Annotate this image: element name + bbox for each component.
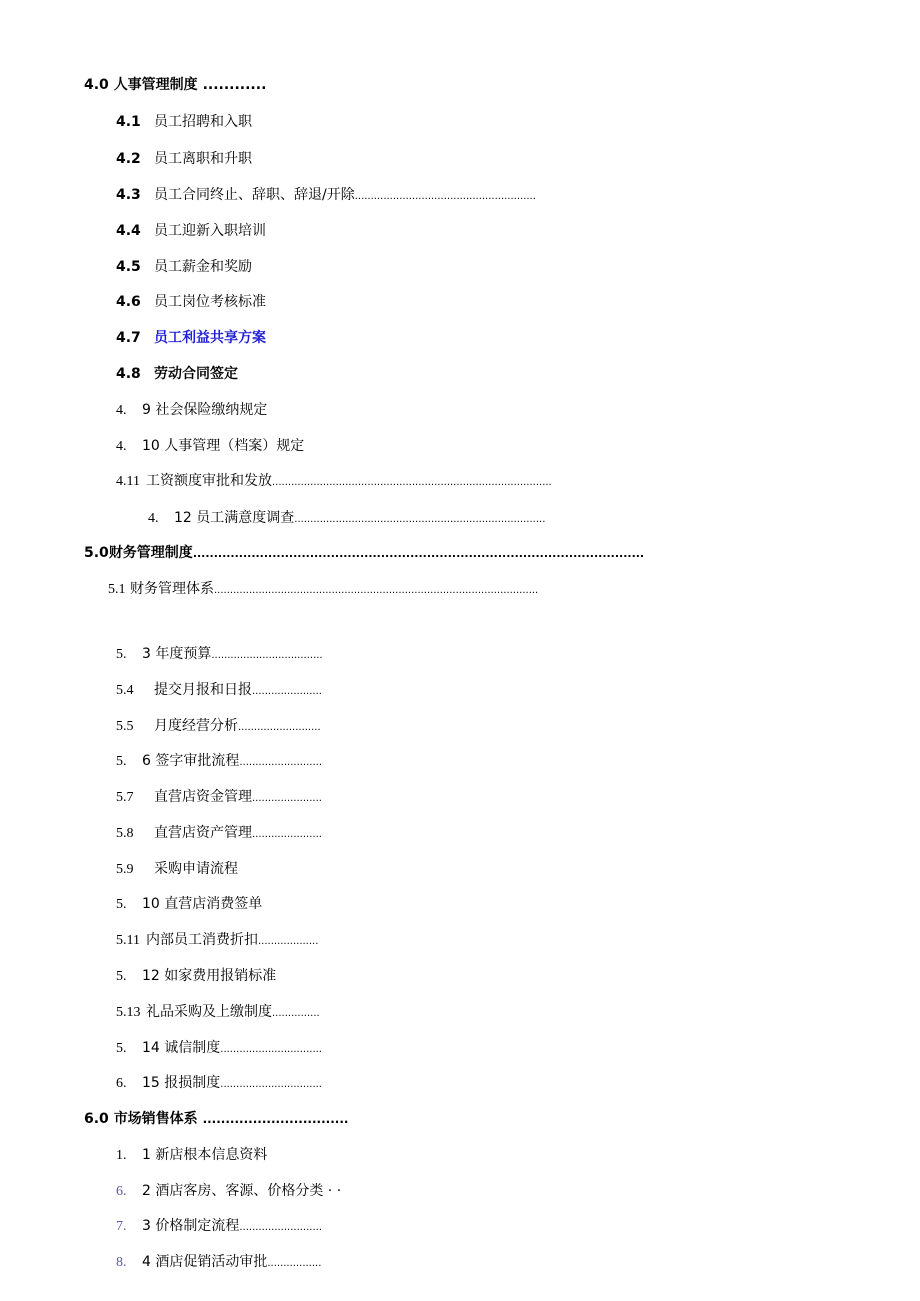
toc-title: 月度经营分析 xyxy=(154,718,238,734)
toc-title: 12 如家费用报销标准 xyxy=(142,968,277,984)
toc-number: 5. xyxy=(116,1041,127,1056)
toc-leader: ......................................................... xyxy=(354,191,536,202)
toc-number: 4. xyxy=(148,511,159,526)
toc-title: 人事管理制度 xyxy=(113,77,198,93)
toc-number: 5. xyxy=(116,969,127,984)
toc-number: 4.4 xyxy=(116,223,141,239)
toc-number: 6.0 xyxy=(84,1111,109,1127)
toc-title: 内部员工消费折扣 xyxy=(146,932,258,948)
toc-item[interactable] xyxy=(148,509,545,529)
toc-item[interactable] xyxy=(116,1039,322,1059)
toc-leader: ............ xyxy=(202,77,267,93)
toc-item[interactable] xyxy=(108,580,538,600)
toc-number: 4.8 xyxy=(116,366,141,382)
toc-item[interactable] xyxy=(116,717,321,737)
toc-leader: .......................... xyxy=(239,757,323,768)
toc-title: 直营店资金管理 xyxy=(154,789,252,805)
toc-number: 5.0 xyxy=(84,545,109,561)
toc-number: 1. xyxy=(116,1148,127,1163)
toc-number: 4.6 xyxy=(116,294,141,310)
toc-section-4[interactable] xyxy=(84,76,266,94)
toc-item[interactable] xyxy=(116,681,322,701)
toc-item[interactable] xyxy=(116,1074,322,1094)
toc-title: 直营店资产管理 xyxy=(154,825,252,841)
toc-section-5[interactable] xyxy=(84,544,644,563)
toc-item[interactable] xyxy=(116,150,252,168)
toc-number: 5.5 xyxy=(116,719,134,734)
toc-number: 5.4 xyxy=(116,683,134,698)
toc-number: 4.11 xyxy=(116,474,140,489)
toc-number: 5.7 xyxy=(116,790,134,805)
toc-leader: ................................... xyxy=(211,650,323,661)
toc-title: 财务管理体系 xyxy=(130,581,214,597)
toc-title: 6 签字审批流程 xyxy=(142,753,240,769)
toc-title: 员工合同终止、辞职、辞退/开除 xyxy=(154,187,355,203)
toc-item[interactable] xyxy=(116,895,262,914)
toc-leader: ................................ xyxy=(202,1112,349,1126)
toc-leader: ...................... xyxy=(252,829,322,840)
toc-item[interactable] xyxy=(116,437,304,456)
toc-number: 5.9 xyxy=(116,862,134,877)
toc-title: 员工薪金和奖励 xyxy=(154,259,252,275)
toc-item[interactable] xyxy=(116,1253,321,1273)
toc-item[interactable] xyxy=(116,931,318,951)
toc-title: 15 报损制度 xyxy=(142,1075,221,1091)
toc-leader: ................................ xyxy=(220,1079,322,1090)
toc-title: 12 员工满意度调查 xyxy=(174,510,295,526)
toc-title: 10 人事管理（档案）规定 xyxy=(142,438,305,454)
toc-number: 6. xyxy=(116,1076,127,1091)
toc-title-link[interactable]: 员工利益共享方案 xyxy=(154,330,266,346)
toc-item[interactable] xyxy=(116,293,266,311)
toc-title: 市场销售体系 xyxy=(113,1111,198,1127)
toc-leader: ...................... xyxy=(252,686,322,697)
toc-item[interactable] xyxy=(116,645,323,665)
toc-title: 员工离职和升职 xyxy=(154,151,252,167)
toc-number: 5.8 xyxy=(116,826,134,841)
toc-item[interactable] xyxy=(116,401,267,420)
toc-number: 8. xyxy=(116,1255,127,1270)
toc-title: 提交月报和日报 xyxy=(154,682,252,698)
toc-item[interactable] xyxy=(116,365,238,383)
toc-number: 5.11 xyxy=(116,933,140,948)
toc-number: 4.7 xyxy=(116,330,141,346)
toc-title: 劳动合同签定 xyxy=(154,366,238,382)
toc-number: 5.13 xyxy=(116,1005,141,1020)
toc-number: 4.0 xyxy=(84,77,109,93)
toc-leader: .......................... xyxy=(239,1222,323,1233)
toc-item[interactable] xyxy=(116,1217,322,1237)
toc-leader: ................................ xyxy=(220,1044,322,1055)
toc-item[interactable] xyxy=(116,860,238,879)
toc-item[interactable] xyxy=(116,258,252,276)
toc-item[interactable] xyxy=(116,113,252,131)
toc-number: 5. xyxy=(116,754,127,769)
toc-title: 财务管理制度 xyxy=(108,545,193,561)
toc-leader: ............... xyxy=(272,1008,320,1019)
toc-leader: ................. xyxy=(267,1258,322,1269)
toc-number: 5. xyxy=(116,647,127,662)
toc-number: 4. xyxy=(116,403,127,418)
toc-number: 5.1 xyxy=(108,582,126,597)
toc-item[interactable] xyxy=(116,1146,267,1165)
toc-title: 员工迎新入职培训 xyxy=(154,223,266,239)
toc-number: 4.1 xyxy=(116,114,141,130)
toc-leader: ................... xyxy=(258,936,319,947)
toc-leader: ...................... xyxy=(252,793,322,804)
toc-title: 采购申请流程 xyxy=(154,861,238,877)
toc-item[interactable] xyxy=(116,186,536,206)
toc-title: 1 新店根本信息资料 xyxy=(142,1147,268,1163)
toc-section-6[interactable] xyxy=(84,1110,348,1128)
toc-number: 6. xyxy=(116,1184,127,1199)
toc-number: 7. xyxy=(116,1219,127,1234)
toc-number: 4.2 xyxy=(116,151,141,167)
toc-number: 4. xyxy=(116,439,127,454)
toc-item[interactable] xyxy=(116,788,322,808)
toc-title: 2 酒店客房、客源、价格分类 · · xyxy=(142,1183,342,1199)
toc-title: 14 诚信制度 xyxy=(142,1040,221,1056)
toc-title: 礼品采购及上缴制度 xyxy=(146,1004,272,1020)
toc-title: 10 直营店消费签单 xyxy=(142,896,263,912)
toc-number: 4.5 xyxy=(116,259,141,275)
toc-leader: .......................... xyxy=(238,722,321,733)
toc-item[interactable] xyxy=(116,222,266,240)
toc-item[interactable] xyxy=(116,329,266,347)
toc-title: 员工招聘和入职 xyxy=(154,114,252,130)
toc-number: 4.3 xyxy=(116,187,141,203)
toc-leader: ........................................................................................ xyxy=(272,477,552,488)
toc-leader: ...................................................................................................... xyxy=(214,585,539,596)
toc-item[interactable] xyxy=(116,472,552,492)
toc-item[interactable] xyxy=(116,1182,341,1201)
toc-item[interactable] xyxy=(116,752,322,772)
toc-title: 3 年度预算 xyxy=(142,646,212,662)
toc-leader: ............................................................................... xyxy=(294,514,546,525)
toc-title: 9 社会保险缴纳规定 xyxy=(142,402,268,418)
toc-number: 5. xyxy=(116,897,127,912)
toc-title: 4 酒店促销活动审批 xyxy=(142,1254,268,1270)
toc-title: 工资额度审批和发放 xyxy=(146,473,272,489)
toc-title: 员工岗位考核标准 xyxy=(154,294,266,310)
toc-leader: ............................................................................................................ xyxy=(192,547,645,560)
toc-item[interactable] xyxy=(116,967,276,986)
toc-item[interactable] xyxy=(116,1003,320,1023)
toc-title: 3 价格制定流程 xyxy=(142,1218,240,1234)
toc-item[interactable] xyxy=(116,824,322,844)
